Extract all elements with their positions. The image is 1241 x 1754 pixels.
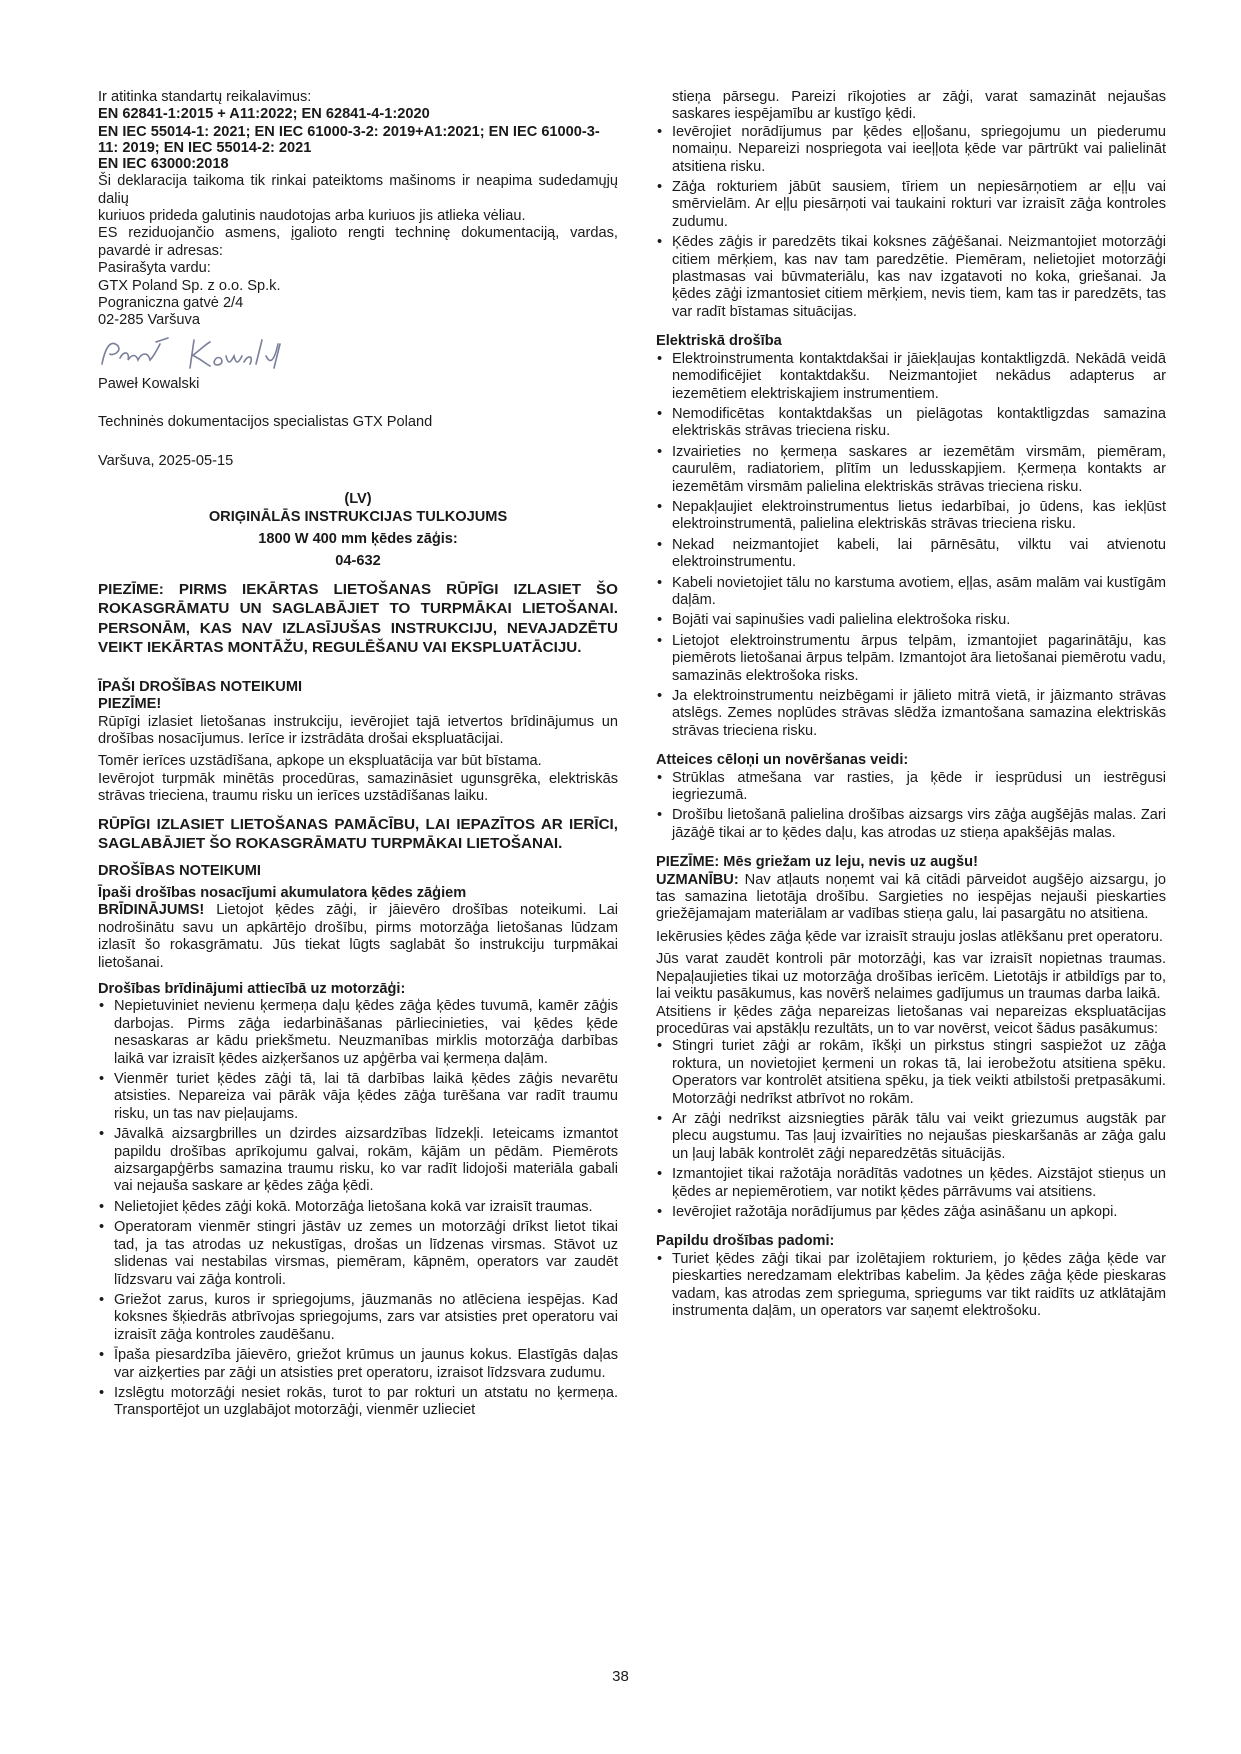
list-item: • Jāvalkā aizsargbrilles un dzirdes aizsardzības līdzekļi. Ieteicams izmantot papildu drošības aprīkojumu galvai, rokām, kājām un pēdām. Piemērots aizsargapģērbs samazina traumu risku, ko var radīt lidojoši materiāla gabali vai nejauša saskare ar ķēdes zāģa ķēdi.: [98, 1126, 618, 1196]
note-caps: PIEZĪME: PIRMS IEKĀRTAS LIETOŠANAS RŪPĪGI IZLASIET ŠO ROKASGRĀMATU UN SAGLABĀJIET TO TURPMĀKAI LIETOŠANAI. PERSONĀM, KAS NAV IZLASĪJUŠAS INSTRUKCIJU, NEVAJADZĒTU VEIKT IEKĀRTAS MONTĀŽU, REGULĒŠANU VAI EKSPLUATĀCIJU.: [98, 580, 618, 657]
battery-heading: Īpaši drošības nosacījumi akumulatora ķēdes zāģiem: [98, 884, 467, 901]
tips-heading: Papildu drošības padomi:: [656, 1233, 835, 1250]
kickback-list: [656, 770, 1166, 843]
list-item: • Ievērojiet norādījumus par ķēdes eļļošanu, spriegojumu un piederumu nomaiņu. Nepareizi nospriegota vai ieeļļota ķēde var pārtrūkt vai palielināt atsitiena risku.: [656, 124, 1166, 176]
product-name: 1800 W 400 mm ķēdes zāģis:: [258, 530, 458, 547]
intro-paragraph-3: Ievērojot turpmāk minētās procedūras, samazināsiet ugunsgrēka, elektriskās strāvas trieciena, traumu risku un ierīces uzstādīšanas laiku.: [98, 770, 618, 805]
declaration-intro: Ir atitinka standartų reikalavimus:: [98, 89, 312, 105]
company-name: GTX Poland Sp. z o.o. Sp.k.: [98, 277, 281, 294]
list-item: • Kabeli novietojiet tālu no karstuma avotiem, eļļas, asām malām vai kustīgām daļām.: [656, 575, 1166, 610]
continuation-text: stieņa pārsegu. Pareizi rīkojoties ar zāģi, varat samazināt nejaušas saskares iespējamību ar kustīgo ķēdi.: [672, 89, 1166, 123]
electrical-heading: Elektriskā drošība: [656, 333, 782, 350]
list-item: • Bojāti vai sapinušies vadi palielina elektrošoka risku.: [656, 612, 1166, 629]
standard-line: EN IEC 55014-1: 2021; EN IEC 61000-3-2: 2019+A1:2021; EN IEC 61000-3-11: 2019; EN IEC 55014-2: 2021: [98, 123, 600, 156]
page-number: 38: [612, 1668, 629, 1685]
standard-line: EN 62841-1:2015 + A11:2022; EN 62841-4-1:2020: [98, 106, 430, 123]
attention-label: UZMANĪBU:: [656, 871, 739, 888]
kickback-heading: Atteices cēloņi un novēršanas veidi:: [656, 752, 909, 769]
list-item: • Nemodificētas kontaktdakšas un pielāgotas kontaktligzdas samazina elektriskās strāvas trieciena risku.: [656, 406, 1166, 441]
list-item: • Izvairieties no ķermeņa saskares ar iezemētām virsmām, piemēram, caurulēm, radiatoriem, plītīm un ledusskapjiem. Ķermeņa kontakts ar iezemētām virsmām palielina elektriskās strāvas trieciena risku.: [656, 444, 1166, 496]
list-item: • Vienmēr turiet ķēdes zāģi tā, lai tā darbības laikā ķēdes zāģis nevarētu atsisties. Nepareiza vai pārāk vāja ķēdes zāģa turēšana var radīt traumu risku, un tas nav pieļaujams.: [98, 1071, 618, 1123]
warning-text: Lietojot ķēdes zāģi, ir jāievēro drošības noteikumi. Lai nodrošinātu savu un apkārtējo drošību, pirms motorzāģa lietošanas lūdzam izlasīt šo rokasgrāmatu. Jūs tiekat lūgts saglabāt šo instrukciju turpmākai lietošanai.: [98, 902, 618, 971]
list-item: • Nepakļaujiet elektroinstrumentus lietus iedarbībai, jo ūdens, kas iekļūst elektroinstrumentā, palielina elektriskās strāvas trieciena risku.: [656, 499, 1166, 534]
place-date: Varšuva, 2025-05-15: [98, 452, 234, 469]
list-item: • Griežot zarus, kuros ir spriegojums, jāuzmanās no atlēciena iespējas. Kad koksnes šķiedrās atbrīvojas spriegojums, zars var atsisties pret operatoru vai izraisīt zāģa kontroles zaudēšanu.: [98, 1292, 618, 1344]
paragraph: Jūs varat zaudēt kontroli pār motorzāģi, kas var izraisīt nopietnas traumas. Nepaļaujieties tikai uz motorzāģa drošības ierīcēm. Lietotājs ir atbildīgs par to, lai veiktu pasākumus, kas novērš nelaimes gadījumus un traumas darba laikā.: [656, 951, 1166, 1003]
kickback-prevention-list: [656, 1038, 1166, 1221]
note-label: PIEZĪME!: [98, 696, 162, 713]
paragraph: Iekērusies ķēdes zāģa ķēde var izraisīt strauju joslas atlēkšanu pret operatoru.: [656, 928, 1163, 945]
list-item: • Turiet ķēdes zāģi tikai par izolētajiem rokturiem, jo ķēdes zāģa ķēde var pieskarties neredzamam elektrības kabelim. Ja ķēdes zāģa ķēde pieskaras vadam, kas atrodas zem sprieguma, spriegums var tikt raidīts uz atklātajām instrumenta daļām, un operators var saņemt elektrošoku.: [656, 1251, 1166, 1321]
company-street: Pograniczna gatvė 2/4: [98, 295, 244, 312]
authorized-person: ES reziduojančio asmens, įgalioto rengti techninę dokumentaciją, vardas, pavardė ir adresas:: [98, 225, 618, 259]
read-caps: RŪPĪGI IZLASIET LIETOŠANAS PAMĀCĪBU, LAI IEPAZĪTOS AR IERĪCI, SAGLABĀJIET ŠO ROKASGRĀMATU TURPMĀKAI LIETOŠANAI.: [98, 815, 618, 853]
list-item: • Īpaša piesardzība jāievēro, griežot krūmus un jaunus kokus. Elastīgās daļas var aizķerties par zāģi un atsisties pret operatoru, izraisot līdzsvara zudumu.: [98, 1347, 618, 1382]
intro-paragraph-1: Rūpīgi izlasiet lietošanas instrukciju, ievērojiet tajā ietvertos brīdinājumus un drošības nosacījumus. Ierīce ir izstrādāta drošai ekspluatācijai.: [98, 713, 618, 747]
list-item: • Elektroinstrumenta kontaktdakšai ir jāiekļaujas kontaktligzdā. Nekādā veidā nemodificējiet kontaktdakšu. Neizmantojiet nekādus adapterus ar iezemētiem elektriskajiem instrumentiem.: [656, 351, 1166, 403]
chainsaw-heading: Drošības brīdinājumi attiecībā uz motorzāģi:: [98, 981, 406, 997]
list-item: • Izslēgtu motorzāģi nesiet rokās, turot to par rokturi un atstatu no ķermeņa. Transportējot un uzglabājot motorzāģi, vienmēr uzlieciet: [98, 1385, 618, 1420]
list-item: • Nelietojiet ķēdes zāģi kokā. Motorzāģa lietošana kokā var izraisīt traumas.: [98, 1199, 618, 1216]
list-item: • Lietojot elektroinstrumentu ārpus telpām, izmantojiet pagarinātāju, kas piemērots lietošanai ārpus telpām. Izmantojot āra lietošanai piemērotu vadu, samazinās elektrošoka risks.: [656, 633, 1166, 685]
chainsaw-list: [98, 998, 618, 1419]
warning-label: BRĪDINĀJUMS!: [98, 902, 205, 919]
language-code: (LV): [344, 491, 372, 508]
left-column: [98, 89, 618, 1423]
safety-rules-heading: DROŠĪBAS NOTEIKUMI: [98, 862, 261, 879]
warning-paragraph: [98, 902, 618, 972]
list-item: • Ķēdes zāģis ir paredzēts tikai koksnes zāģēšanai. Neizmantojiet motorzāģi citiem mērķiem, kas nav tam paredzētie. Piemēram, nelietojiet motorzāģi plastmasas vai būvmateriālu, kas nav izgatavoti no koka, griešanai. Ja ķēdes zāģi izmantosiet citiem mērķiem, nevis tiem, kam tas ir paredzēts, tas var radīt bīstamas situācijas.: [656, 234, 1166, 321]
list-item: • Strūklas atmešana var rasties, ja ķēde ir iesprūdusi un iestrēgusi iegriezumā.: [656, 770, 1166, 805]
company-city: 02-285 Varšuva: [98, 312, 200, 329]
paragraph: Atsitiens ir ķēdes zāģa nepareizas lietošanas vai nepareizas ekspluatācijas procedūras vai apstākļu rezultāts, un to var novērst, veicot šādus pasākumus:: [656, 1003, 1166, 1037]
list-item: • Operatoram vienmēr stingri jāstāv uz zemes un motorzāģi drīkst lietot tikai tad, ja tas atrodas uz nekustīgas, drošas un līdzenas virsmas. Stāvot uz slidenas vai nestabilas virsmas, piemēram, kāpnēm, operators var zaudēt līdzsvaru vai zāģa kontroli.: [98, 1219, 618, 1289]
list-item: • Ja elektroinstrumentu neizbēgami ir jālieto mitrā vietā, ir jāizmanto strāvas atslēgs. Zemes noplūdes strāvas slēdža izmantošana samazina elektriskās strāvas trieciena risku.: [656, 688, 1166, 740]
standard-line: EN IEC 63000:2018: [98, 155, 229, 172]
signer-name: Paweł Kowalski: [98, 375, 200, 392]
list-item: • Nekad neizmantojiet kabeli, lai pārnēsātu, vilktu vai atvienotu elektroinstrumentu.: [656, 537, 1166, 572]
list-item: • Izmantojiet tikai ražotāja norādītās vadotnes un ķēdes. Aizstājot stieņus un ķēdes ar nepiemērotiem, var notikt ķēdes pārrāvums vai atsitiens.: [656, 1166, 1166, 1201]
attention-text: Nav atļauts noņemt vai kā citādi pārveidot augšējo aizsargu, jo tas samazina lietotāja drošību. Sargieties no iespējas nejauši pieskarties griežējamajam materiālam ar vadības stieņa galu, lai pasargātu no atsitiena.: [656, 871, 1166, 923]
electrical-list: [656, 351, 1166, 741]
signer-role: Techninės dokumentacijos specialistas GTX Poland: [98, 414, 433, 431]
note-cut-direction: PIEZĪME: Mēs griežam uz leju, nevis uz augšu!: [656, 854, 978, 871]
list-item: • Ievērojiet ražotāja norādījumus par ķēdes zāģa asināšanu un apkopi.: [656, 1204, 1166, 1221]
right-column: [656, 89, 1166, 1323]
intro-paragraph-2: Tomēr ierīces uzstādīšana, apkope un ekspluatācija var būt bīstama.: [98, 753, 542, 770]
product-code: 04-632: [335, 553, 381, 570]
declaration-scope-cont: kuriuos prideda galutinis naudotojas arba kuriuos jis atlieka vėliau.: [98, 208, 526, 225]
tips-list: [656, 1251, 1166, 1321]
list-item: • Ar zāģi nedrīkst aizsniegties pārāk tālu vai veikt griezumus augstāk par plecu augstumu. Tas ļauj izvairīties no nejaušas pieskaršanās ar zāģa galu un ļauj labāk kontrolēt zāģi neparedzētās situācijās.: [656, 1111, 1166, 1163]
list-item: • Nepietuviniet nevienu ķermeņa daļu ķēdes zāģa ķēdes tuvumā, kamēr zāģis darbojas. Pirms zāģa iedarbināšanas pārliecinieties, vai ķēdes ķēde nesaskaras ar kādu priekšmetu. Neuzmanības mirklis motorzāģa darbības laikā var izraisīt ķēdes aizķeršanos uz apģērba vai ķermeņa daļām.: [98, 998, 618, 1068]
chain-care-list: [656, 124, 1166, 321]
attention-paragraph: [656, 872, 1166, 924]
signed-by-label: Pasirašyta vardu:: [98, 260, 211, 277]
special-rules-heading: ĪPAŠI DROŠĪBAS NOTEIKUMI: [98, 678, 303, 695]
handwritten-signature: [98, 334, 618, 374]
translation-title: ORIĢINĀLĀS INSTRUKCIJAS TULKOJUMS: [208, 508, 508, 525]
list-item: • Drošību lietošanā palielina drošības aizsargs virs zāģa augšējās malas. Zari jāzāģē tikai ar to ķēdes daļu, kas atrodas uz stieņa apakšējās malas.: [656, 807, 1166, 842]
list-item: • Zāģa rokturiem jābūt sausiem, tīriem un nepiesārņotiem ar eļļu vai smērvielām. Ar eļļu piesārņoti vai taukaini rokturi var izraisīt zāģa kontroles zudumu.: [656, 179, 1166, 231]
list-item: • Stingri turiet zāģi ar rokām, īkšķi un pirkstus stingri saspiežot uz zāģa roktura, un novietojiet ķermeni un rokas tā, lai ierobežotu atsitiena spēku. Operators var kontrolēt atsitiena spēku, ja tiek veikti atbilstoši pretpasākumi. Motorzāģi nedrīkst atbrīvot no rokām.: [656, 1038, 1166, 1108]
declaration-scope: Ši deklaracija taikoma tik rinkai pateiktoms mašinoms ir neapima sudedamųjų dalių: [98, 173, 618, 207]
